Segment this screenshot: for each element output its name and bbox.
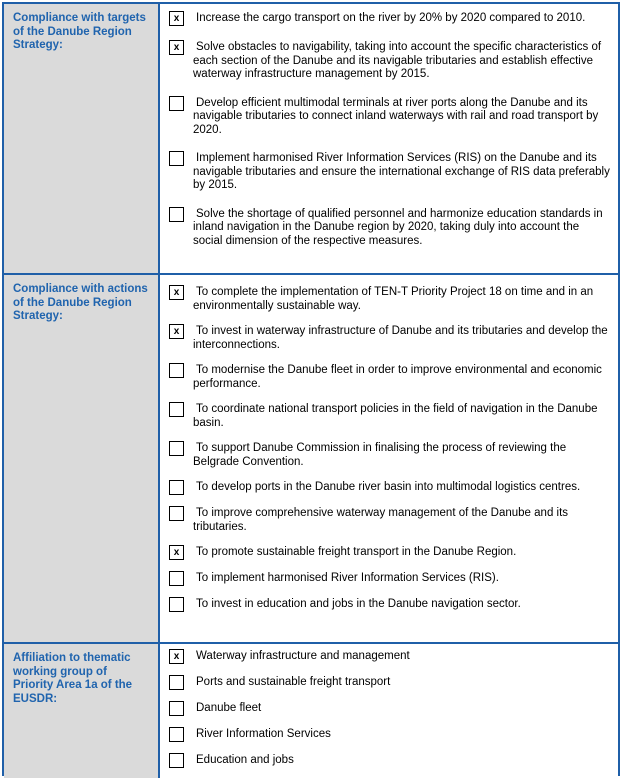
checklist-item-text: Ports and sustainable freight transport bbox=[196, 676, 391, 688]
checklist-item-text: To modernise the Danube fleet in order to improve environmental and economic performance. bbox=[193, 364, 602, 390]
compliance-table bbox=[2, 2, 620, 776]
checklist-item-text: Solve the shortage of qualified personnel and harmonize education standards in inland navigation in the Danube region by 2020, taking duly into account the social dimension of the respective measures. bbox=[193, 207, 603, 247]
checklist-item bbox=[169, 442, 610, 469]
checklist-item bbox=[169, 481, 610, 495]
checkbox-unchecked-icon[interactable] bbox=[169, 441, 184, 456]
checkbox-unchecked-icon[interactable] bbox=[169, 597, 184, 612]
checklist-item-text: Solve obstacles to navigability, taking into account the specific characteristics of each section of the Danube and its navigable tributaries and establish effective waterway infrastructure management by 2015. bbox=[193, 41, 602, 80]
row-label-cell bbox=[4, 275, 160, 642]
checkbox-unchecked-icon[interactable] bbox=[169, 363, 184, 378]
checklist-item bbox=[169, 572, 610, 586]
checklist-item-text: Implement harmonised River Information Services (RIS) on the Danube and its navigable tributaries and ensure the international exchange of RIS data preferably by 2015. bbox=[193, 152, 610, 191]
checklist-item-text: To implement harmonised River Information Services (RIS). bbox=[196, 572, 499, 584]
checkbox-unchecked-icon[interactable] bbox=[169, 151, 184, 166]
checklist-item bbox=[169, 152, 610, 193]
checkbox-checked-icon[interactable]: x bbox=[169, 649, 184, 664]
checklist-item bbox=[169, 728, 610, 742]
checklist-item-text: Education and jobs bbox=[196, 754, 294, 766]
row-label-cell bbox=[4, 4, 160, 273]
checklist-item bbox=[169, 546, 610, 560]
checklist-item bbox=[169, 676, 610, 690]
checklist-item-text: To promote sustainable freight transport in the Danube Region. bbox=[196, 546, 517, 558]
checklist-item-text: To develop ports in the Danube river basin into multimodal logistics centres. bbox=[196, 481, 581, 493]
checklist-item bbox=[169, 702, 610, 716]
checkbox-unchecked-icon[interactable] bbox=[169, 753, 184, 768]
checklist-item-text: To complete the implementation of TEN-T Priority Project 18 on time and in an environmentally sustainable way. bbox=[193, 286, 594, 312]
checklist-item-text: Develop efficient multimodal terminals at river ports along the Danube and its navigable tributaries to connect inland waterways with rail and road transport by 2020. bbox=[193, 96, 599, 136]
table-row-affiliation bbox=[4, 642, 618, 778]
row-label-cell bbox=[4, 644, 160, 778]
checkbox-unchecked-icon[interactable] bbox=[169, 727, 184, 742]
checkbox-unchecked-icon[interactable] bbox=[169, 402, 184, 417]
checklist bbox=[160, 644, 618, 778]
checkbox-unchecked-icon[interactable] bbox=[169, 701, 184, 716]
checklist-item-text: To invest in education and jobs in the Danube navigation sector. bbox=[196, 598, 521, 610]
checklist-item bbox=[169, 403, 610, 430]
checkbox-checked-icon[interactable]: x bbox=[169, 324, 184, 339]
checklist-item bbox=[169, 325, 610, 352]
checklist-item-text: Waterway infrastructure and management bbox=[196, 650, 410, 662]
checkbox-checked-icon[interactable]: x bbox=[169, 545, 184, 560]
checklist-item-text: To support Danube Commission in finalising the process of reviewing the Belgrade Convention. bbox=[193, 442, 567, 468]
checkbox-unchecked-icon[interactable] bbox=[169, 207, 184, 222]
checkbox-unchecked-icon[interactable] bbox=[169, 675, 184, 690]
checkbox-checked-icon[interactable]: x bbox=[169, 285, 184, 300]
checklist-item bbox=[169, 286, 610, 313]
checklist-item bbox=[169, 598, 610, 612]
checkbox-checked-icon[interactable]: x bbox=[169, 11, 184, 26]
checkbox-unchecked-icon[interactable] bbox=[169, 96, 184, 111]
checklist-item bbox=[169, 754, 610, 768]
checklist-item bbox=[169, 97, 610, 138]
checkbox-unchecked-icon[interactable] bbox=[169, 506, 184, 521]
checklist-item bbox=[169, 208, 610, 249]
checklist bbox=[160, 4, 618, 273]
checklist-item bbox=[169, 507, 610, 534]
checklist-item-text: Danube fleet bbox=[196, 702, 262, 714]
checklist-item-text: Increase the cargo transport on the river by 20% by 2020 compared to 2010. bbox=[196, 12, 586, 24]
checklist-item bbox=[169, 650, 610, 664]
row-label: Compliance with targets of the Danube Region Strategy: bbox=[13, 12, 146, 51]
checklist-item-text: River Information Services bbox=[196, 728, 331, 740]
checklist-item-text: To invest in waterway infrastructure of Danube and its tributaries and develop the interconnections. bbox=[193, 325, 608, 351]
checklist-item-text: To improve comprehensive waterway management of the Danube and its tributaries. bbox=[193, 507, 569, 533]
checkbox-checked-icon[interactable]: x bbox=[169, 40, 184, 55]
checklist-item bbox=[169, 41, 610, 82]
checklist-item-text: To coordinate national transport policies in the field of navigation in the Danube basin. bbox=[193, 403, 598, 429]
checklist-item bbox=[169, 364, 610, 391]
row-label: Compliance with actions of the Danube Region Strategy: bbox=[13, 283, 148, 322]
table-row-targets bbox=[4, 4, 618, 273]
checkbox-unchecked-icon[interactable] bbox=[169, 480, 184, 495]
checkbox-unchecked-icon[interactable] bbox=[169, 571, 184, 586]
table-row-actions bbox=[4, 273, 618, 642]
checklist-item bbox=[169, 12, 610, 26]
checklist bbox=[160, 275, 618, 642]
row-label: Affiliation to thematic working group of Priority Area 1a of the EUSDR: bbox=[13, 652, 133, 705]
